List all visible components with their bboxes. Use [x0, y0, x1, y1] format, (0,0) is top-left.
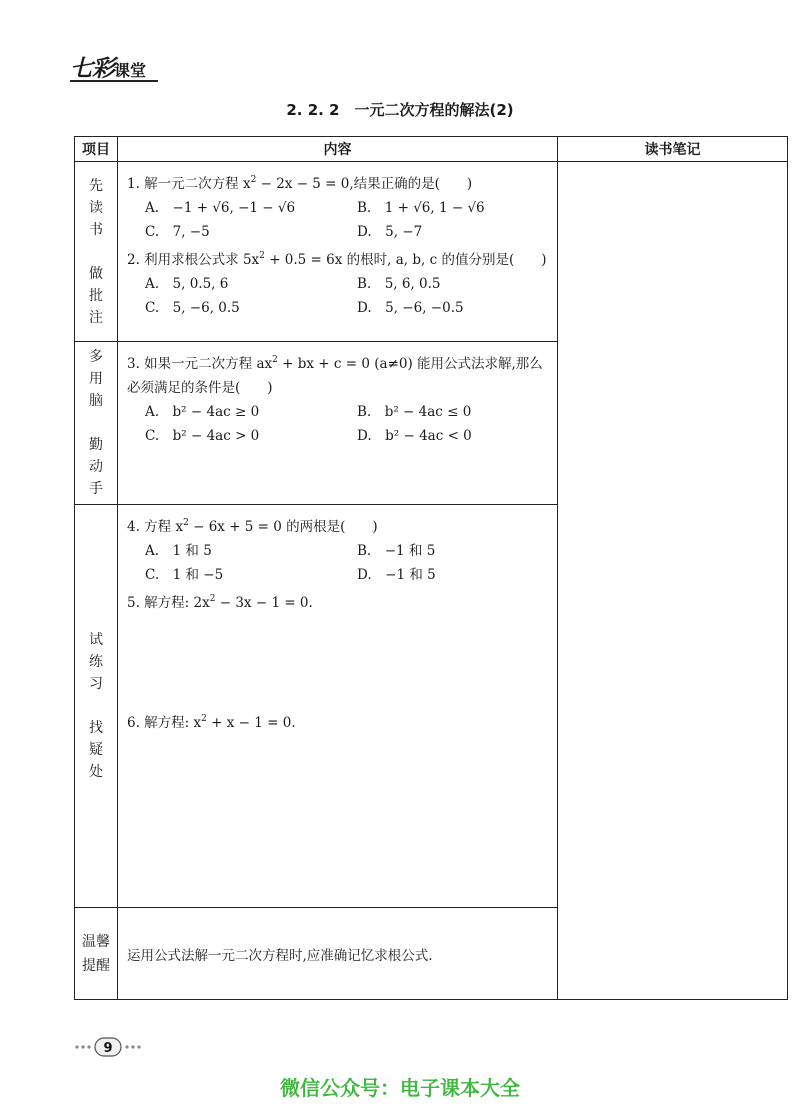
row-label-think — [75, 342, 118, 505]
section-think — [118, 342, 558, 505]
tip-label — [75, 908, 118, 1000]
option-b: B. −1 和 5 — [357, 543, 436, 559]
study-table — [74, 136, 788, 1000]
option-a: A. b² − 4ac ≥ 0 — [145, 404, 260, 420]
option-d: D. 5, −6, −0.5 — [357, 300, 464, 316]
question-3: 3. 如果一元二次方程 $ax^2$ + bx + c = 0 (a≠0) 能用公式法求解,那么必须满足的条件是( ) — [127, 355, 543, 396]
logo-art: 七彩 — [70, 55, 114, 82]
reading-notes-area[interactable] — [558, 162, 788, 1000]
col-header-notes: 读书笔记 — [558, 137, 788, 162]
question-4-options — [127, 539, 549, 587]
section-practice — [118, 505, 558, 908]
watermark: 微信公众号：电子课本大全 — [280, 1076, 520, 1100]
option-d: D. b² − 4ac < 0 — [357, 428, 472, 444]
answer-space-6[interactable] — [127, 735, 549, 885]
question-2-options — [127, 272, 549, 320]
option-d: D. 5, −7 — [357, 224, 423, 240]
row-label-read — [75, 162, 118, 342]
question-5: 5. 解方程: $2x^2 - 3x - 1 = 0$. — [127, 594, 313, 611]
page-number-badge — [72, 1036, 144, 1058]
section-title: 2. 2. 2 一元二次方程的解法(2) — [286, 101, 514, 119]
option-c: C. b² − 4ac > 0 — [145, 428, 260, 444]
option-b: B. 5, 6, 0.5 — [357, 276, 441, 292]
option-a: A. −1 + √6, −1 − √6 — [145, 200, 296, 216]
question-1: 1. 解一元二次方程 $x^2 - 2x - 5 = 0$,结果正确的是( ) — [127, 175, 473, 192]
row-label-practice-text: 试练习 找疑处 — [89, 632, 103, 780]
option-a: A. 1 和 5 — [145, 543, 212, 559]
answer-space-5[interactable] — [127, 615, 549, 707]
tip-label-text: 温馨 提醒 — [82, 933, 110, 974]
option-a: A. 5, 0.5, 6 — [145, 276, 229, 292]
col-header-item: 项目 — [75, 137, 118, 162]
row-label-read-text: 先读书 做批注 — [89, 177, 103, 326]
col-header-content: 内容 — [118, 137, 558, 162]
option-d: D. −1 和 5 — [357, 567, 436, 583]
logo-text: 课堂 — [114, 61, 147, 80]
row-label-think-text: 多用脑 勤动手 — [89, 349, 103, 497]
question-4: 4. 方程 $x^2 - 6x + 5 = 0$ 的两根是( ) — [127, 518, 378, 535]
option-b: B. b² − 4ac ≤ 0 — [357, 404, 472, 420]
page-number: 9 — [103, 1041, 113, 1056]
row-label-practice — [75, 505, 118, 908]
option-c: C. 1 和 −5 — [145, 567, 224, 583]
option-c: C. 7, −5 — [145, 224, 210, 240]
logo — [70, 50, 162, 80]
question-3-options — [127, 400, 549, 448]
section-read — [118, 162, 558, 342]
question-2: 2. 利用求根公式求 $5x^2 + 0.5 = 6x$ 的根时, a, b, c 的值分别是( ) — [127, 251, 547, 268]
logo-underline — [70, 80, 158, 82]
question-6: 6. 解方程: $x^2 + x - 1 = 0$. — [127, 714, 296, 731]
tip-text: 运用公式法解一元二次方程时,应准确记忆求根公式. — [118, 908, 558, 1000]
question-1-options — [127, 196, 549, 244]
option-b: B. 1 + √6, 1 − √6 — [357, 200, 485, 216]
option-c: C. 5, −6, 0.5 — [145, 300, 240, 316]
